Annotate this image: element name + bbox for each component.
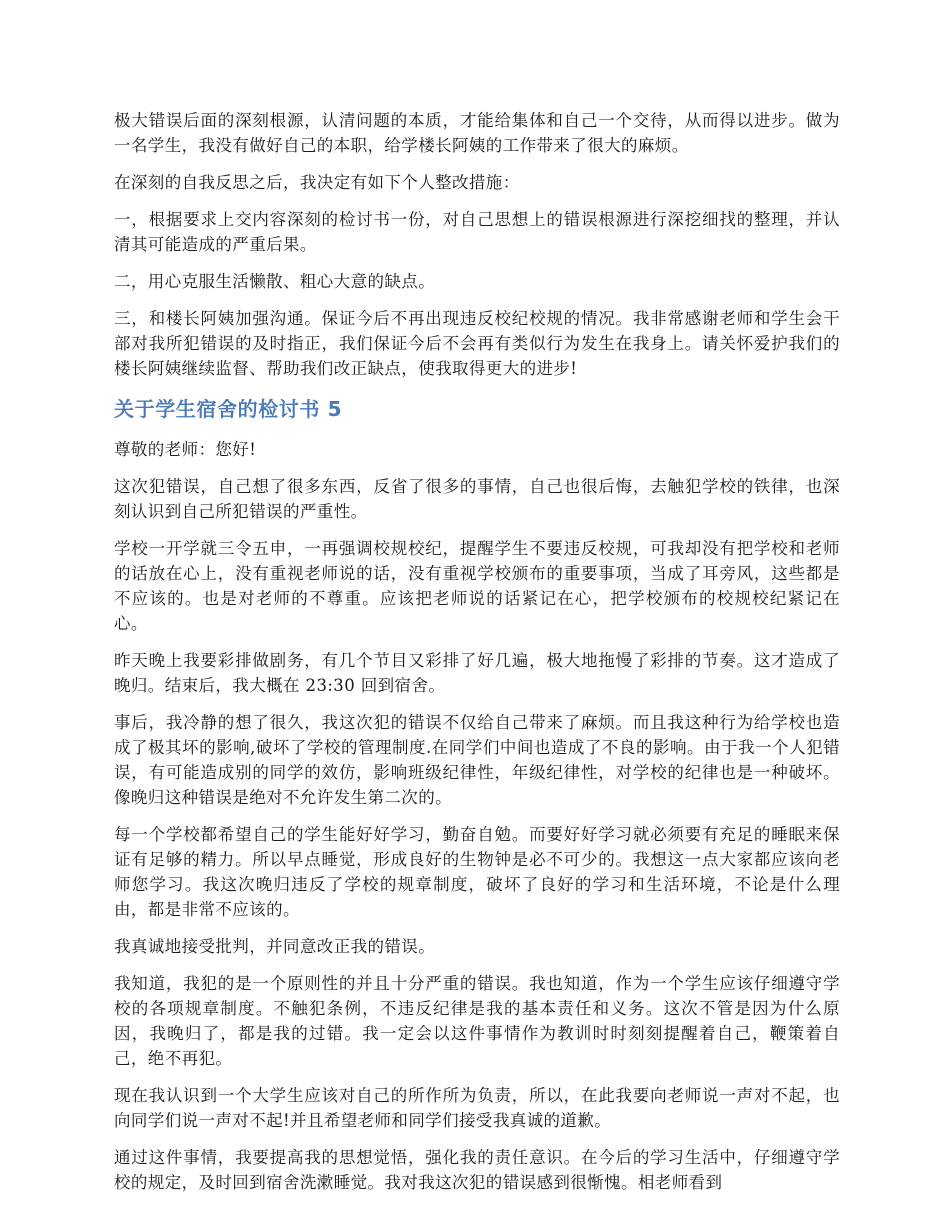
paragraph: 我知道，我犯的是一个原则性的并且十分严重的错误。我也知道，作为一个学生应该仔细遵守学校的各项规章制度。不触犯条例，不违反纪律是我的基本责任和义务。这次不管是因为什么原因，我晚归了，都是我的过错。我一定会以这件事情作为教训时时刻刻提醒着自己，鞭策着自己，绝不再犯。 — [114, 974, 840, 1068]
paragraph: 这次犯错误，自己想了很多东西，反省了很多的事情，自己也很后悔，去触犯学校的铁律，也深刻认识到自己所犯错误的严重性。 — [114, 477, 840, 521]
paragraph: 二，用心克服生活懒散、粗心大意的缺点。 — [114, 272, 436, 291]
paragraph: 事后，我冷静的想了很久，我这次犯的错误不仅给自己带来了麻烦。而且我这种行为给学校也造成了极其坏的影响,破坏了学校的管理制度.在同学们中间也造成了不良的影响。由于我一个人犯错误，有可能造成别的同学的效仿，影响班级纪律性，年级纪律性，对学校的纪律也是一种破坏。像晚归这种错误是绝对不允许发生第二次的。 — [114, 713, 840, 807]
paragraph: 学校一开学就三令五申，一再强调校规校纪，提醒学生不要违反校规，可我却没有把学校和老师的话放在心上，没有重视老师说的话，没有重视学校颁布的重要事项，当成了耳旁风，这些都是不应该的。也是对老师的不尊重。应该把老师说的话紧记在心，把学校颁布的校规校纪紧记在心。 — [114, 539, 840, 633]
section-heading: 关于学生宿舍的检讨书 5 — [114, 397, 343, 421]
paragraph: 我真诚地接受批判，并同意改正我的错误。 — [114, 937, 436, 956]
paragraph: 现在我认识到一个大学生应该对自己的所作所为负责，所以，在此我要向老师说一声对不起，也向同学们说一声对不起!并且希望老师和同学们接受我真诚的道歉。 — [114, 1086, 840, 1130]
paragraph: 在深刻的自我反思之后，我决定有如下个人整改措施： — [114, 173, 520, 192]
salutation: 尊敬的老师：您好! — [114, 440, 257, 459]
document-page — [114, 108, 840, 1207]
paragraph: 三，和楼长阿姨加强沟通。保证今后不再出现违反校纪校规的情况。我非常感谢老师和学生会干部对我所犯错误的及时指正，我们保证今后不会再有类似行为发生在我身上。请关怀爱护我们的楼长阿姨继续监督、帮助我们改正缺点，使我取得更大的进步! — [114, 309, 840, 378]
paragraph: 极大错误后面的深刻根源，认清问题的本质，才能给集体和自己一个交待，从而得以进步。做为一名学生，我没有做好自己的本职，给学楼长阿姨的工作带来了很大的麻烦。 — [114, 111, 840, 155]
paragraph: 每一个学校都希望自己的学生能好好学习，勤奋自勉。而要好好学习就必须要有充足的睡眠来保证有足够的精力。所以早点睡觉，形成良好的生物钟是必不可少的。我想这一点大家都应该向老师您学习。我这次晚归违反了学校的规章制度，破坏了良好的学习和生活环境，不论是什么理由，都是非常不应该的。 — [114, 825, 840, 919]
paragraph: 通过这件事情，我要提高我的思想觉悟，强化我的责任意识。在今后的学习生活中，仔细遵守学校的规定，及时回到宿舍洗漱睡觉。我对我这次犯的错误感到很惭愧。相老师看到 — [114, 1148, 840, 1192]
paragraph: 昨天晚上我要彩排做剧务，有几个节目又彩排了好几遍，极大地拖慢了彩排的节奏。这才造成了晚归。结束后，我大概在 23:30 回到宿舍。 — [114, 651, 840, 695]
paragraph: 一，根据要求上交内容深刻的检讨书一份，对自己思想上的错误根源进行深挖细找的整理，并认清其可能造成的严重后果。 — [114, 210, 840, 254]
